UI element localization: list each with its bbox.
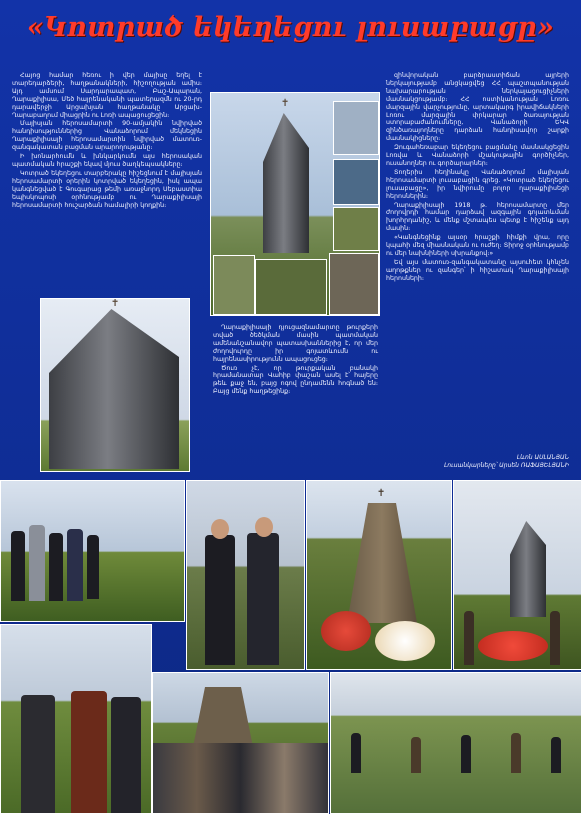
paragraph: Մայիսյան հերոսամարտի 90-ամյակին նվիրված հանդիսություններից Վանաձորում մեկնեցին Ղարաքիլիսայի հերոսամարտին նվիրված մատուռ-զանգակատան բացման արարողությանը։ [12, 120, 202, 152]
monument-shape [263, 113, 309, 253]
person [67, 529, 83, 601]
person [464, 611, 474, 665]
head [211, 519, 229, 539]
person [461, 735, 471, 773]
paragraph: Հայոց համար հեռու ի վեր մայիսը եղել է տարեդարձերի, հաղթանակների, հիշողության ամիս։ Այդ ամսում Սարդարապատ, Բաշ-Ապարան, Ղարաքիլիսա, Մեծ հայրենականի պատերազմն ու 20-րդ դարավերջի Արցախյան հաղթանակը Արցախ-Ղարաբաղում միացրին ու Լոռի ապացուցեցին։ [12, 72, 202, 119]
priest [111, 697, 141, 813]
paragraph: զինվորական բարձրաստիճան այրերի ներկայությամբ անցկացվեց ՀՀ պաշտպանության նախարարության ներկայացուցիչների մասնակցությամբ։ ՀՀ ոստիկանության Լոռու մարզային վարչությունը, արտակարգ իրավիճակների Լոռու մարզային փրկարար ծառայության ստորաբաժանումները, Վանաձորի ԵԿՎ զինծառայողները դարձան հանդիսավոր շարքի մասնակիցները։ [386, 72, 569, 143]
person [205, 535, 235, 665]
article-column-2 [213, 324, 378, 474]
person [49, 533, 63, 601]
inset-photo [333, 159, 379, 205]
person [551, 737, 561, 773]
paragraph: Զուգահեռաբար եկեղեցու բացմանը մասնակցեցին Լոռվա և Վանաձորի մշակութային գործիչներ, ուսանողներ ու գործարարներ։ [386, 144, 569, 167]
flower-wreath [375, 621, 435, 661]
person [550, 611, 560, 665]
paragraph: Ղարաքիլիսայի դյուցազնամարտը թուրքերի տված ծեծկման մասին պատմական ամենանշանավոր պատասխաններից է, որ մեր ժողովուրդը իր գոյատևումն ու հայրենասիրությունն ապացուցեց։ [213, 324, 378, 363]
monument-shape [49, 309, 179, 469]
crowd-photo [0, 480, 185, 622]
paragraph: Ղարաքիլիսայի 1918 թ. հերոսամարտը մեր ժողովրդի համար դարձավ ազգային գոյատևման խորհրդանիշ, և մենք մշտապես պետք է հիշենք այդ մասին։ [386, 201, 569, 233]
crowd [153, 743, 328, 813]
inset-photo [329, 253, 379, 315]
flower-wreath [478, 631, 548, 661]
person [411, 737, 421, 773]
paragraph: Կոտրած եկեղեցու տարբերակը հիշեցնում է մայիսյան հերոսամարտի օրերին կոտրված եկեղեցին, իսկ ապա կանգնեցված է Գուգարաց թեմի առաջնորդ Սեբաստիա եպիսկոպոսի օրհնությամբ ու Ղարաքիլիսայի հերոսամարտի հուշարձան համալիրի կողքին։ [12, 169, 202, 209]
person [29, 525, 45, 601]
stone-cairn [347, 503, 417, 623]
flower-wreath [321, 611, 371, 651]
stone-cairn [193, 687, 253, 747]
inset-photo [333, 101, 379, 155]
head [255, 517, 273, 537]
ceremony-photo-collage [210, 92, 380, 316]
article-column-3 [386, 72, 569, 454]
article-column-1 [12, 72, 202, 287]
cross-icon: ✝ [281, 98, 290, 109]
officials-photo [186, 480, 305, 670]
cross-icon: ✝ [111, 298, 120, 309]
person [511, 733, 521, 773]
person [87, 535, 99, 599]
cross-icon: ✝ [377, 488, 386, 499]
clergy-photo [0, 624, 152, 814]
person [351, 733, 361, 773]
khachkar-flowers-photo [306, 480, 452, 670]
inset-photo [255, 259, 327, 315]
person [11, 531, 25, 601]
monument-photo-large [40, 298, 190, 472]
monument-honor-guard-photo [453, 480, 581, 670]
priest [71, 691, 107, 813]
inset-photo [333, 207, 379, 251]
paragraph: Ծուռ չէ, որ թուրքական բանակի հրամանատար Վահիբ փաշան ասել է՝ հայերը թեև քաջ են, բայց ոգով ընդամենն հոգնած են։ Բայց մենք հաղթեցինք։ [213, 364, 378, 396]
monument-shape [510, 521, 546, 617]
author-signature [369, 454, 569, 470]
author-name: Լևոն ԱՍԼԱՆՅԱՆ [516, 454, 569, 461]
photo-credit: Լուսանկարները՝ Արսեն ՌԱՖԱՅԵԼՅԱՆԻ [444, 462, 569, 469]
paragraph: «Կանգնեցինք այսօր հրաշքի հիմքի վրա, որը կպահի մեզ միասնական ու ուժեղ։ Տիրոջ օրհնությամբ ու մեր նախնիների սխրանքով։» [386, 234, 569, 257]
inset-photo [213, 255, 255, 315]
paragraph: Ի խոնարհումն և խնկարկումն այս հերոսական պատմական հրաշքի եկավ մյուս ծաղկեպսակները։ [12, 153, 202, 168]
page-title: «Կոտրած եկեղեցու լուսաբացը» [26, 12, 555, 43]
paragraph: Եվ այս մատուռ-զանգակատանը այսուհետ կհնչեն աղոթքներ ու զանգեր՝ ի հիշատակ Ղարաքիլիսայի հերոսների։ [386, 258, 569, 282]
priest [21, 695, 55, 813]
procession-photo [330, 672, 581, 814]
paragraph: Տողերիս հեղինակը Վանաձորում մայիսյան հերոսամարտի լուսաբացին գրեց. «Կոտրած եկեղեցու լուսաբացը», իր նվիրումը բոլոր ղարաքիլիսեցի հերոսներին։ [386, 168, 569, 200]
gathering-photo [152, 672, 329, 814]
person [247, 533, 279, 665]
